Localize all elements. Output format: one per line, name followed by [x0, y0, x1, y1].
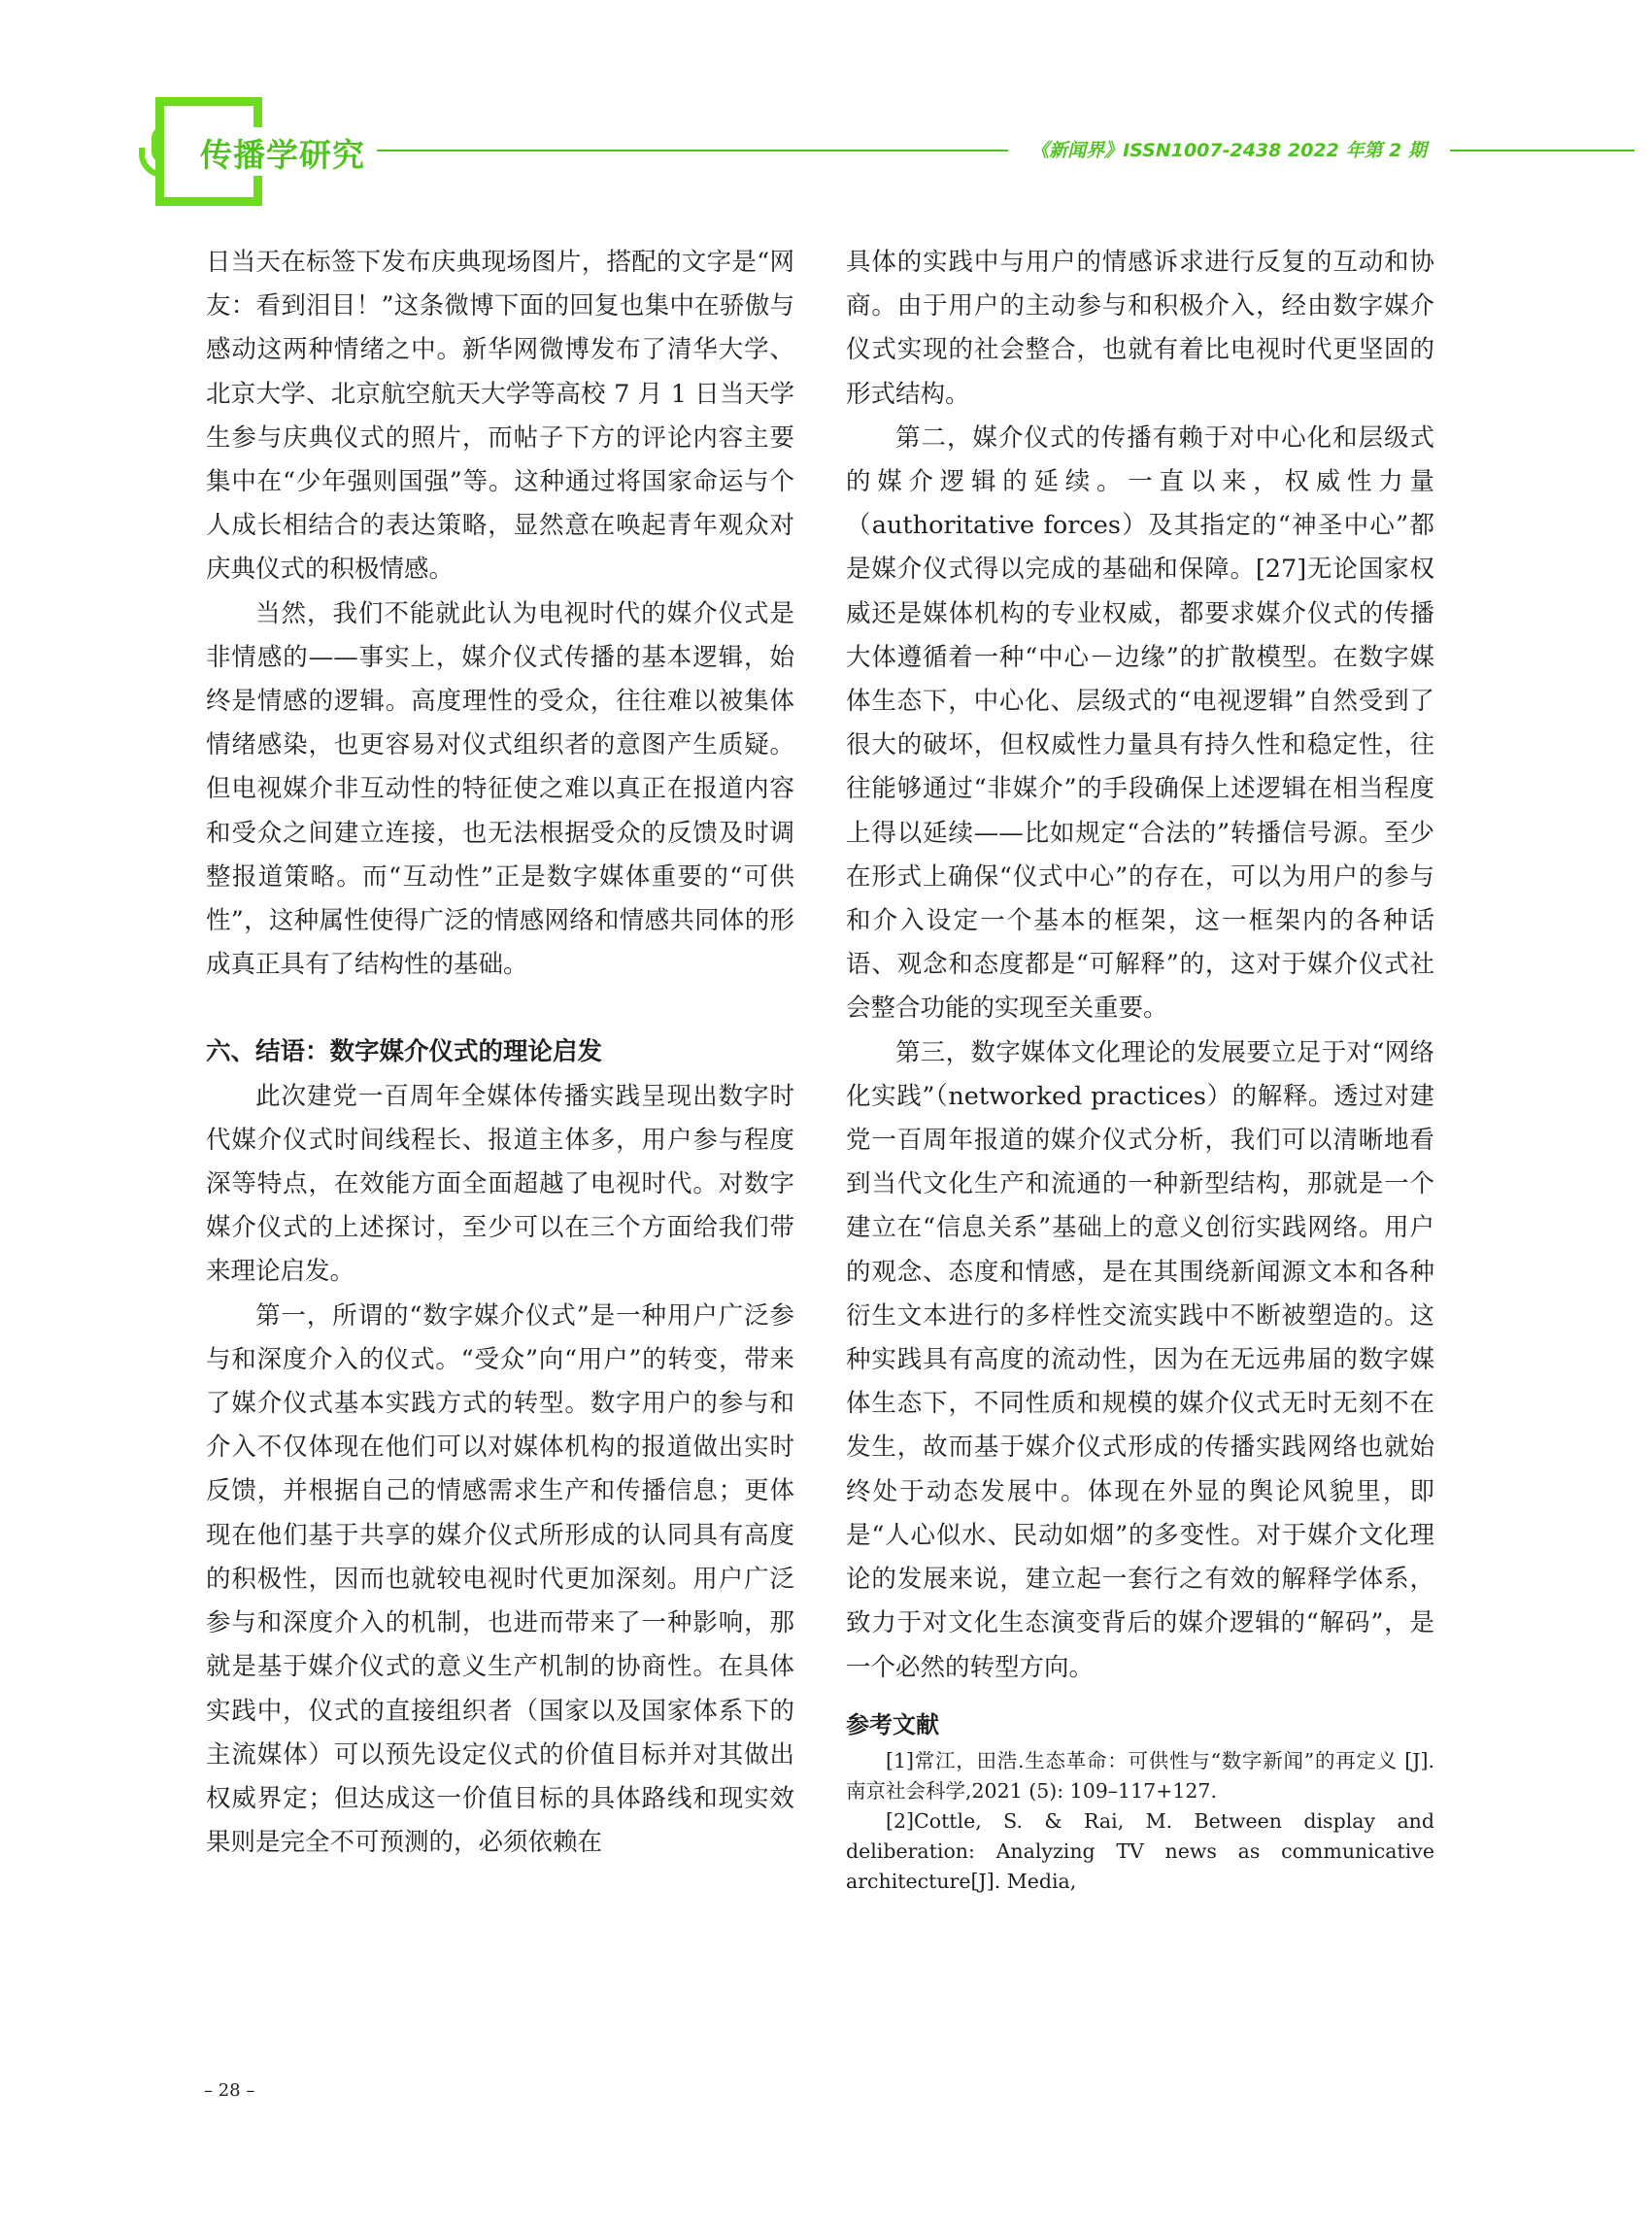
reference-item: [2]Cottle, S. & Rai, M. Between display and deliberation: Analyzing TV news as communicative architecture[J]. Media, — [846, 1808, 1434, 1893]
page-number: – 28 – — [204, 2080, 255, 2101]
references — [846, 1703, 1434, 1897]
right-column — [846, 241, 1434, 1897]
journal-info: 《新闻界》ISSN1007-2438 2022 年第 2 期 — [1030, 140, 1427, 161]
left-column — [206, 241, 794, 1865]
section-heading: 六、结语：数字媒介仪式的理论启发 — [206, 1037, 603, 1067]
header-rule-left — [377, 150, 1008, 152]
paragraph: 第二，媒介仪式的传播有赖于对中心化和层级式的媒介逻辑的延续。一直以来，权威性力量（authoritative forces）及其指定的“神圣中心”都是媒介仪式得以完成的基础和保障。[27]无论国家权威还是媒体机构的专业权威，都要求媒介仪式的传播大体遵循着一种“中心－边缘”的扩散模型。在数字媒体生态下，中心化、层级式的“电视逻辑”自然受到了很大的破坏，但权威性力量具有持久性和稳定性，往往能够通过“非媒介”的手段确保上述逻辑在相当程度上得以延续——比如规定“合法的”转播信号源。至少在形式上确保“仪式中心”的存在，可以为用户的参与和介入设定一个基本的框架，这一框架内的各种话语、观念和态度都是“可解释”的，这对于媒介仪式社会整合功能的实现至关重要。 — [846, 422, 1434, 1024]
paragraph: 第一，所谓的“数字媒介仪式”是一种用户广泛参与和深度介入的仪式。“受众”向“用户”的转变，带来了媒介仪式基本实践方式的转型。数字用户的参与和介入不仅体现在他们可以对媒体机构的报道做出实时反馈，并根据自己的情感需求生产和传播信息；更体现在他们基于共享的媒介仪式所形成的认同具有高度的积极性，因而也就较电视时代更加深刻。用户广泛参与和深度介入的机制，也进而带来了一种影响，那就是基于媒介仪式的意义生产机制的协商性。在具体实践中，仪式的直接组织者（国家以及国家体系下的主流媒体）可以预先设定仪式的价值目标并对其做出权威界定；但达成这一价值目标的具体路线和现实效果则是完全不可预测的，必须依赖在 — [206, 1300, 794, 1858]
header-rule-right — [1450, 150, 1635, 152]
paragraph: 当然，我们不能就此认为电视时代的媒介仪式是非情感的——事实上，媒介仪式传播的基本逻辑，始终是情感的逻辑。高度理性的受众，往往难以被集体情绪感染，也更容易对仪式组织者的意图产生质疑。但电视媒介非互动性的特征使之难以真正在报道内容和受众之间建立连接，也无法根据受众的反馈及时调整报道策略。而“互动性”正是数字媒体重要的“可供性”，这种属性使得广泛的情感网络和情感共同体的形成真正具有了结构性的基础。 — [206, 598, 794, 980]
references-title: 参考文献 — [846, 1710, 939, 1738]
section-title: 传播学研究 — [194, 130, 371, 176]
page-header — [0, 0, 1652, 223]
paragraph: 日当天在标签下发布庆典现场图片，搭配的文字是“网友：看到泪目！”这条微博下面的回复也集中在骄傲与感动这两种情绪之中。新华网微博发布了清华大学、北京大学、北京航空航天大学等高校 7 月 1 日当天学生参与庆典仪式的照片，而帖子下方的评论内容主要集中在“少年强则国强”等。这种通过将国家命运与个人成长相结合的表达策略，显然意在唤起青年观众对庆典仪式的积极情感。 — [206, 248, 794, 585]
paragraph: 具体的实践中与用户的情感诉求进行反复的互动和协商。由于用户的主动参与和积极介入，经由数字媒介仪式实现的社会整合，也就有着比电视时代更坚固的形式结构。 — [846, 248, 1434, 409]
reference-item: [1]常江，田浩.生态革命：可供性与“数字新闻”的再定义 [J].南京社会科学,2021 (5): 109–117+127. — [846, 1748, 1434, 1803]
paragraph: 第三，数字媒体文化理论的发展要立足于对“网络化实践”（networked practices）的解释。透过对建党一百周年报道的媒介仪式分析，我们可以清晰地看到当代文化生产和流通的一种新型结构，那就是一个建立在“信息关系”基础上的意义创衍实践网络。用户的观念、态度和情感，是在其围绕新闻源文本和各种衍生文本进行的多样性交流实践中不断被塑造的。这种实践具有高度的流动性，因为在无远弗届的数字媒体生态下，不同性质和规模的媒介仪式无时无刻不在发生，故而基于媒介仪式形成的传播实践网络也就始终处于动态发展中。体现在外显的舆论风貌里，即是“人心似水、民动如烟”的多变性。对于媒介文化理论的发展来说，建立起一套行之有效的解释学体系，致力于对文化生态演变背后的媒介逻辑的“解码”，是一个必然的转型方向。 — [846, 1037, 1434, 1682]
paragraph: 此次建党一百周年全媒体传播实践呈现出数字时代媒介仪式时间线程长、报道主体多，用户参与程度深等特点，在效能方面全面超越了电视时代。对数字媒介仪式的上述探讨，至少可以在三个方面给我们带来理论启发。 — [206, 1081, 794, 1287]
